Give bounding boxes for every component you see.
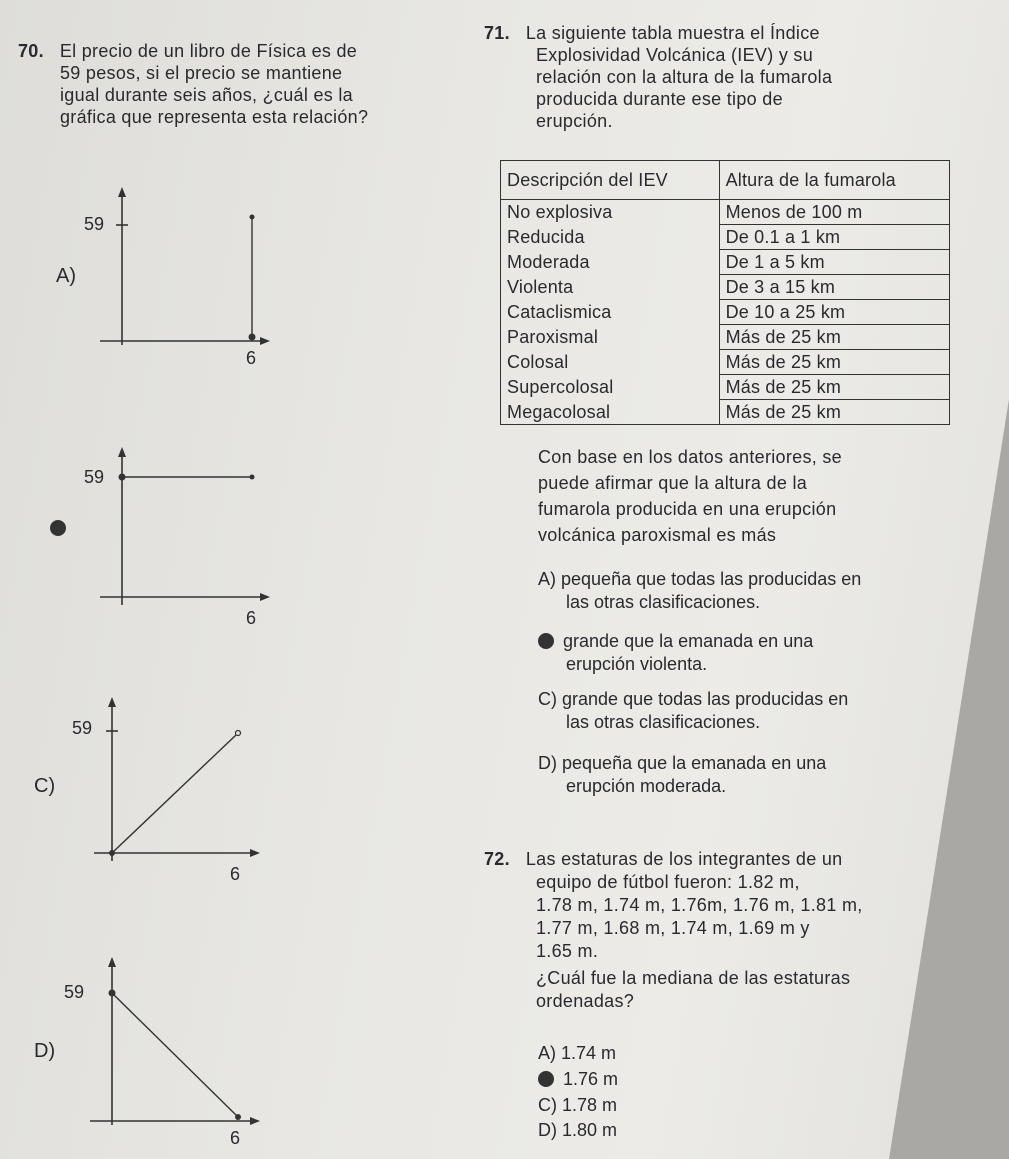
q72-line-4: 1.77 m, 1.68 m, 1.74 m, 1.69 m y bbox=[536, 918, 810, 938]
q71-option-b[interactable] bbox=[538, 630, 938, 676]
q71-option-d-line-2: erupción moderada. bbox=[566, 776, 727, 796]
graph-a-y-arrow bbox=[118, 187, 126, 197]
q72-option-b-answer-mark bbox=[538, 1071, 554, 1087]
q72-line-5: 1.65 m. bbox=[536, 941, 599, 961]
graph-a-x-arrow bbox=[260, 337, 270, 345]
graph-c-x-tick: 6 bbox=[230, 864, 241, 884]
graph-b[interactable] bbox=[100, 445, 280, 615]
graph-d-x-arrow bbox=[250, 1117, 260, 1125]
q70-line-2: 59 pesos, si el precio se mantiene bbox=[60, 63, 343, 83]
q71-option-c-line-2: las otras clasificaciones. bbox=[566, 712, 761, 732]
iev-cell: Paroxismal bbox=[501, 325, 720, 350]
question-70 bbox=[18, 40, 458, 128]
iev-cell: Cataclismica bbox=[501, 300, 720, 325]
q72-option-a[interactable] bbox=[538, 1042, 616, 1064]
q72-option-a-label: A) bbox=[538, 1043, 556, 1063]
iev-cell: De 0.1 a 1 km bbox=[719, 225, 949, 250]
q72-option-d[interactable] bbox=[538, 1119, 617, 1141]
table-row bbox=[501, 200, 950, 225]
graph-d-point-end bbox=[235, 1114, 241, 1120]
graph-d-y-tick: 59 bbox=[64, 982, 85, 1002]
graph-c-point-start bbox=[109, 850, 115, 856]
iev-cell: Menos de 100 m bbox=[719, 200, 949, 225]
table-row bbox=[501, 225, 950, 250]
q71-line-5: erupción. bbox=[536, 111, 613, 131]
q71-option-d-label: D) bbox=[538, 753, 557, 773]
q71-option-d[interactable] bbox=[538, 752, 938, 798]
table-row bbox=[501, 325, 950, 350]
q72-line-3: 1.78 m, 1.74 m, 1.76m, 1.76 m, 1.81 m, bbox=[536, 895, 863, 915]
q71-option-a-label: A) bbox=[538, 569, 556, 589]
q71-option-c-line-1: grande que todas las producidas en bbox=[562, 689, 849, 709]
iev-cell: Más de 25 km bbox=[719, 350, 949, 375]
iev-table bbox=[500, 160, 950, 425]
q71-prompt-line-1: Con base en los datos anteriores, se bbox=[538, 447, 842, 467]
iev-cell: Supercolosal bbox=[501, 375, 720, 400]
q71-number: 71. bbox=[484, 23, 510, 43]
graph-b-y-arrow bbox=[118, 447, 126, 457]
graph-a-y-tick: 59 bbox=[84, 214, 105, 234]
iev-cell: De 10 a 25 km bbox=[719, 300, 949, 325]
q71-option-b-line-1: grande que la emanada en una bbox=[563, 631, 814, 651]
q71-line-3: relación con la altura de la fumarola bbox=[536, 67, 833, 87]
q72-option-b-text: 1.76 m bbox=[563, 1069, 619, 1089]
graph-a-x-tick: 6 bbox=[246, 348, 257, 368]
graph-d-line bbox=[112, 993, 236, 1115]
graph-c-line bbox=[112, 735, 236, 853]
iev-header-description: Descripción del IEV bbox=[501, 161, 720, 200]
graph-b-point-end bbox=[250, 475, 255, 480]
q71-prompt bbox=[538, 444, 938, 548]
iev-cell: Reducida bbox=[501, 225, 720, 250]
q71-prompt-line-3: fumarola producida en una erupción bbox=[538, 499, 837, 519]
q72-number: 72. bbox=[484, 849, 510, 869]
iev-cell: No explosiva bbox=[501, 200, 720, 225]
iev-cell: De 3 a 15 km bbox=[719, 275, 949, 300]
iev-cell: De 1 a 5 km bbox=[719, 250, 949, 275]
graph-c-x-arrow bbox=[250, 849, 260, 857]
q72-option-c-label: C) bbox=[538, 1095, 557, 1115]
q71-line-4: producida durante ese tipo de bbox=[536, 89, 783, 109]
q72-option-a-text: 1.74 m bbox=[561, 1043, 617, 1063]
q72-line-1: Las estaturas de los integrantes de un bbox=[525, 849, 843, 869]
graph-d-point-start bbox=[109, 990, 116, 997]
graph-c-label: C) bbox=[34, 775, 56, 797]
iev-cell: Megacolosal bbox=[501, 400, 720, 425]
iev-cell: Moderada bbox=[501, 250, 720, 275]
q71-option-a-line-1: pequeña que todas las producidas en bbox=[561, 569, 862, 589]
iev-cell: Más de 25 km bbox=[719, 375, 949, 400]
q71-option-d-line-1: pequeña que la emanada en una bbox=[562, 753, 827, 773]
q72-option-d-label: D) bbox=[538, 1120, 557, 1140]
question-72 bbox=[484, 848, 904, 1013]
q71-line-1: La siguiente tabla muestra el Índice bbox=[525, 23, 820, 43]
graph-d-x-tick: 6 bbox=[230, 1128, 241, 1148]
q70-line-1: El precio de un libro de Física es de bbox=[59, 41, 358, 61]
q72-option-c[interactable] bbox=[538, 1094, 617, 1116]
graph-b-y-tick: 59 bbox=[84, 467, 105, 487]
q72-option-d-text: 1.80 m bbox=[562, 1120, 618, 1140]
q72-line-6: ¿Cuál fue la mediana de las estaturas bbox=[536, 968, 851, 988]
q71-line-2: Explosividad Volcánica (IEV) y su bbox=[536, 45, 814, 65]
table-row bbox=[501, 400, 950, 425]
graph-d-y-arrow bbox=[108, 957, 116, 967]
q70-line-4: gráfica que representa esta relación? bbox=[60, 107, 369, 127]
q71-option-a[interactable] bbox=[538, 568, 938, 614]
q71-option-a-line-2: las otras clasificaciones. bbox=[566, 592, 761, 612]
q70-line-3: igual durante seis años, ¿cuál es la bbox=[60, 85, 353, 105]
q71-option-c[interactable] bbox=[538, 688, 938, 734]
graph-a-point-top bbox=[250, 215, 255, 220]
iev-cell: Más de 25 km bbox=[719, 400, 949, 425]
q72-option-b[interactable] bbox=[538, 1068, 618, 1090]
graph-b-answer-mark bbox=[50, 520, 66, 536]
q72-line-7: ordenadas? bbox=[536, 991, 635, 1011]
graph-c-y-arrow bbox=[108, 697, 116, 707]
iev-cell: Violenta bbox=[501, 275, 720, 300]
iev-header-height: Altura de la fumarola bbox=[719, 161, 949, 200]
table-row bbox=[501, 275, 950, 300]
q72-option-c-text: 1.78 m bbox=[562, 1095, 618, 1115]
graph-b-point-start bbox=[119, 474, 126, 481]
q71-option-b-answer-mark bbox=[538, 633, 554, 649]
graph-c-point-end bbox=[236, 731, 241, 736]
graph-a-label: A) bbox=[56, 265, 76, 287]
q70-number: 70. bbox=[18, 41, 44, 61]
table-row bbox=[501, 350, 950, 375]
graph-a[interactable] bbox=[100, 185, 280, 355]
q71-prompt-line-4: volcánica paroxismal es más bbox=[538, 525, 777, 545]
q71-prompt-line-2: puede afirmar que la altura de la bbox=[538, 473, 808, 493]
iev-cell: Más de 25 km bbox=[719, 325, 949, 350]
graph-d-label: D) bbox=[34, 1040, 56, 1062]
graph-c[interactable] bbox=[90, 695, 270, 865]
graph-b-x-arrow bbox=[260, 593, 270, 601]
iev-cell: Colosal bbox=[501, 350, 720, 375]
question-71 bbox=[484, 22, 904, 132]
graph-b-x-tick: 6 bbox=[246, 608, 257, 628]
q71-option-c-label: C) bbox=[538, 689, 557, 709]
graph-a-point-bottom bbox=[249, 334, 256, 341]
q71-option-b-line-2: erupción violenta. bbox=[566, 654, 708, 674]
graph-d[interactable] bbox=[90, 955, 270, 1130]
q72-line-2: equipo de fútbol fueron: 1.82 m, bbox=[536, 872, 800, 892]
table-row bbox=[501, 375, 950, 400]
graph-c-y-tick: 59 bbox=[72, 718, 93, 738]
table-row bbox=[501, 250, 950, 275]
table-row bbox=[501, 300, 950, 325]
